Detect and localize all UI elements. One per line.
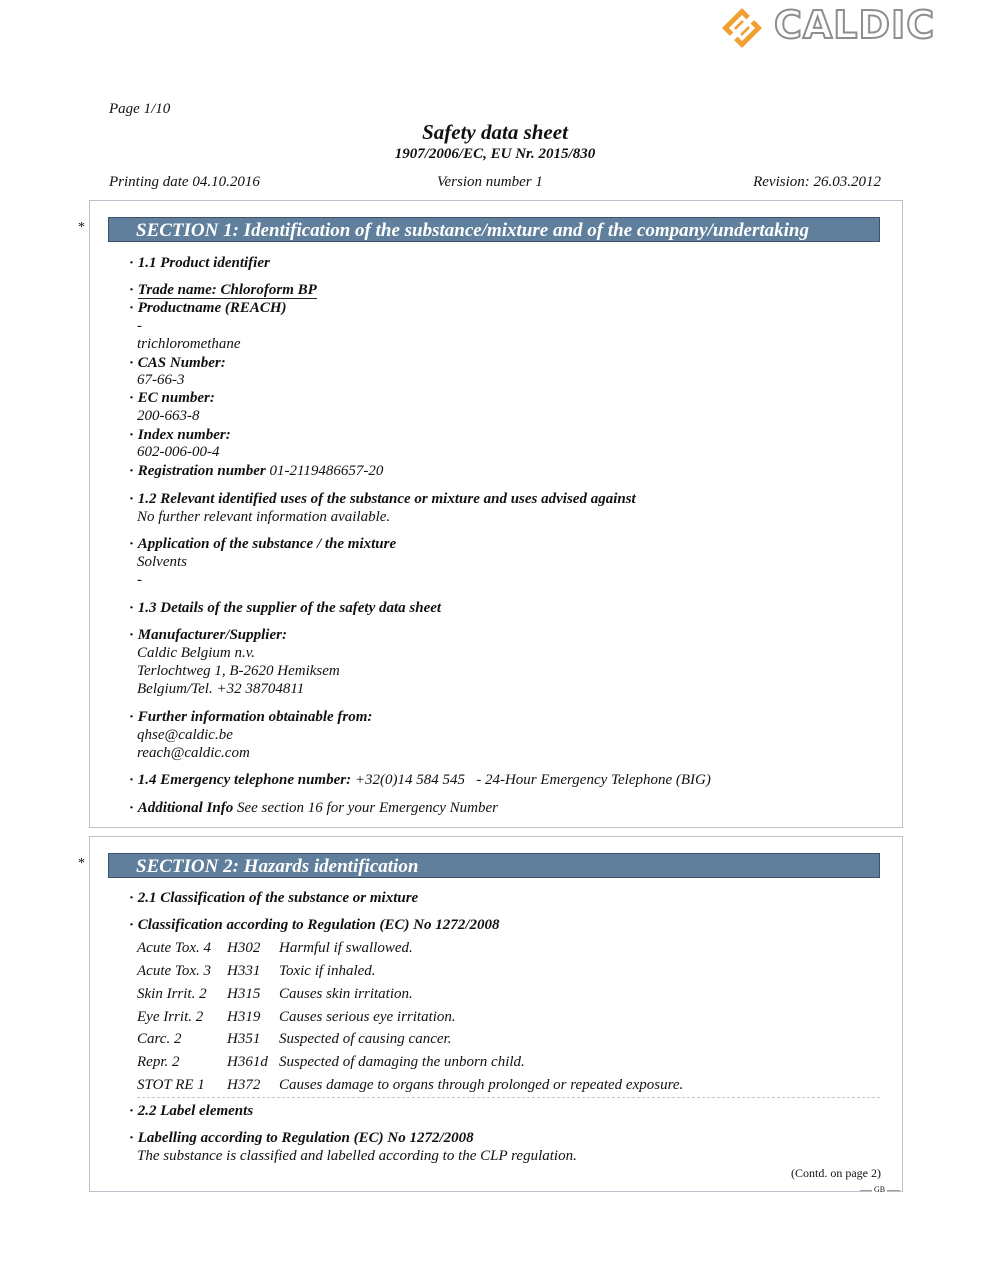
hazard-statement: Causes serious eye irritation.	[279, 1009, 456, 1025]
hazard-statement: Suspected of causing cancer.	[279, 1031, 452, 1047]
revision-date: Revision: 26.03.2012	[753, 174, 881, 190]
hazard-statement: Harmful if swallowed.	[279, 940, 413, 956]
product-identifier-label: 1.1 Product identifier	[137, 255, 270, 271]
manufacturer-line: Terlochtweg 1, B-2620 Hemiksem	[137, 663, 340, 679]
hazard-class: Eye Irrit. 2	[137, 1009, 204, 1025]
hazard-code: H302	[227, 940, 261, 956]
index-value: 602-006-00-4	[137, 444, 220, 460]
index-label: Index number:	[137, 427, 231, 443]
further-info-email[interactable]: qhse@caldic.be	[137, 727, 233, 743]
trade-name-label: Trade name: Chloroform BP	[137, 282, 317, 298]
additional-info-row: · Additional Info See section 16 for your Emergency Number	[129, 800, 499, 816]
regulation-heading: · Classification according to Regulation (EC) No 1272/2008	[129, 917, 500, 933]
hazard-statement: Causes damage to organs through prolonged or repeated exposure.	[279, 1077, 684, 1093]
emergency-row: · 1.4 Emergency telephone number: +32(0)14 584 545 - 24-Hour Emergency Telephone (BIG)	[129, 772, 711, 788]
label-elements-heading: · 2.2 Label elements	[129, 1103, 254, 1119]
hazard-class: Carc. 2	[137, 1031, 182, 1047]
hazard-statement: Causes skin irritation.	[279, 986, 413, 1002]
manufacturer-label: Manufacturer/Supplier:	[137, 627, 287, 643]
emergency-label: 1.4 Emergency telephone number:	[137, 772, 352, 788]
productname-dash: -	[137, 318, 142, 334]
hazard-code: H315	[227, 986, 261, 1002]
continued-note: (Contd. on page 2)	[791, 1166, 881, 1180]
hazard-class: STOT RE 1	[137, 1077, 205, 1093]
cas-value: 67-66-3	[137, 372, 185, 388]
document-subtitle: 1907/2006/EC, EU Nr. 2015/830	[394, 146, 596, 162]
section2-change-marker: *	[78, 856, 85, 871]
section2-title-bar: SECTION 2: Hazards identification	[108, 853, 880, 878]
hazard-statement: Toxic if inhaled.	[279, 963, 376, 979]
uses-heading: · 1.2 Relevant identified uses of the substance or mixture and uses advised against	[129, 491, 636, 507]
uses-value: No further relevant information available.	[137, 509, 391, 525]
further-info-label: Further information obtainable from:	[137, 709, 373, 725]
labelling-value: The substance is classified and labelled according to the CLP regulation.	[137, 1148, 577, 1164]
hazard-statement: Suspected of damaging the unborn child.	[279, 1054, 525, 1070]
trade-name: · Trade name: Chloroform BP	[129, 282, 317, 298]
manufacturer-heading: · Manufacturer/Supplier:	[129, 627, 287, 643]
hazard-code: H361d	[227, 1054, 268, 1070]
application-dash: -	[137, 572, 142, 588]
additional-info-value: See section 16 for your Emergency Number	[236, 800, 499, 816]
page-number: Page 1/10	[109, 101, 171, 117]
ec-label: EC number:	[137, 390, 215, 406]
ec-heading: · EC number:	[129, 390, 215, 406]
hazard-class: Acute Tox. 4	[137, 940, 212, 956]
section1-title-bar: SECTION 1: Identification of the substance/mixture and of the company/undertaking	[108, 217, 880, 242]
section1-change-marker: *	[78, 220, 85, 235]
product-identifier-heading: · 1.1 Product identifier	[129, 255, 270, 271]
caldic-wordmark: CALDIC	[774, 3, 936, 47]
hazard-code: H372	[227, 1077, 261, 1093]
registration-label: Registration number	[137, 463, 266, 479]
classification-heading: · 2.1 Classification of the substance or mixture	[129, 890, 419, 906]
further-info-email[interactable]: reach@caldic.com	[137, 745, 250, 761]
hazard-code: H319	[227, 1009, 261, 1025]
labelling-label: Labelling according to Regulation (EC) No 1272/2008	[137, 1130, 474, 1146]
printing-date: Printing date 04.10.2016	[109, 174, 260, 190]
supplier-label: 1.3 Details of the supplier of the safety data sheet	[137, 600, 442, 616]
productname-heading: · Productname (REACH)	[129, 300, 287, 316]
hazard-code: H351	[227, 1031, 261, 1047]
version-number: Version number 1	[437, 174, 543, 190]
manufacturer-line: Caldic Belgium n.v.	[137, 645, 256, 661]
registration-row: · Registration number 01-2119486657-20	[129, 463, 384, 479]
uses-label: 1.2 Relevant identified uses of the substance or mixture and uses advised against	[137, 491, 636, 507]
cas-heading: · CAS Number:	[129, 355, 226, 371]
hazard-code: H331	[227, 963, 261, 979]
manufacturer-line: Belgium/Tel. +32 38704811	[137, 681, 305, 697]
document-title: Safety data sheet	[422, 120, 568, 144]
dashed-divider	[137, 1097, 880, 1098]
application-value: Solvents	[137, 554, 187, 570]
supplier-heading: · 1.3 Details of the supplier of the safety data sheet	[129, 600, 442, 616]
additional-info-label: Additional Info	[137, 800, 234, 816]
productname-label: Productname (REACH)	[137, 300, 287, 316]
ec-value: 200-663-8	[137, 408, 200, 424]
emergency-value: +32(0)14 584 545 - 24-Hour Emergency Telephone (BIG)	[354, 772, 711, 788]
application-heading: · Application of the substance / the mixture	[129, 536, 397, 552]
hazard-class: Acute Tox. 3	[137, 963, 212, 979]
hazard-class: Skin Irrit. 2	[137, 986, 207, 1002]
further-info-heading: · Further information obtainable from:	[129, 709, 373, 725]
hazard-class: Repr. 2	[137, 1054, 180, 1070]
labelling-heading: · Labelling according to Regulation (EC) No 1272/2008	[129, 1130, 474, 1146]
label-elements-label: 2.2 Label elements	[137, 1103, 254, 1119]
productname-value: trichloromethane	[137, 336, 241, 352]
country-code: GB	[874, 1185, 886, 1194]
index-heading: · Index number:	[129, 427, 231, 443]
regulation-label: Classification according to Regulation (EC) No 1272/2008	[137, 917, 500, 933]
classification-label: 2.1 Classification of the substance or mixture	[137, 890, 419, 906]
cas-label: CAS Number:	[137, 355, 226, 371]
application-label: Application of the substance / the mixture	[137, 536, 397, 552]
registration-value: 01-2119486657-20	[269, 463, 384, 479]
